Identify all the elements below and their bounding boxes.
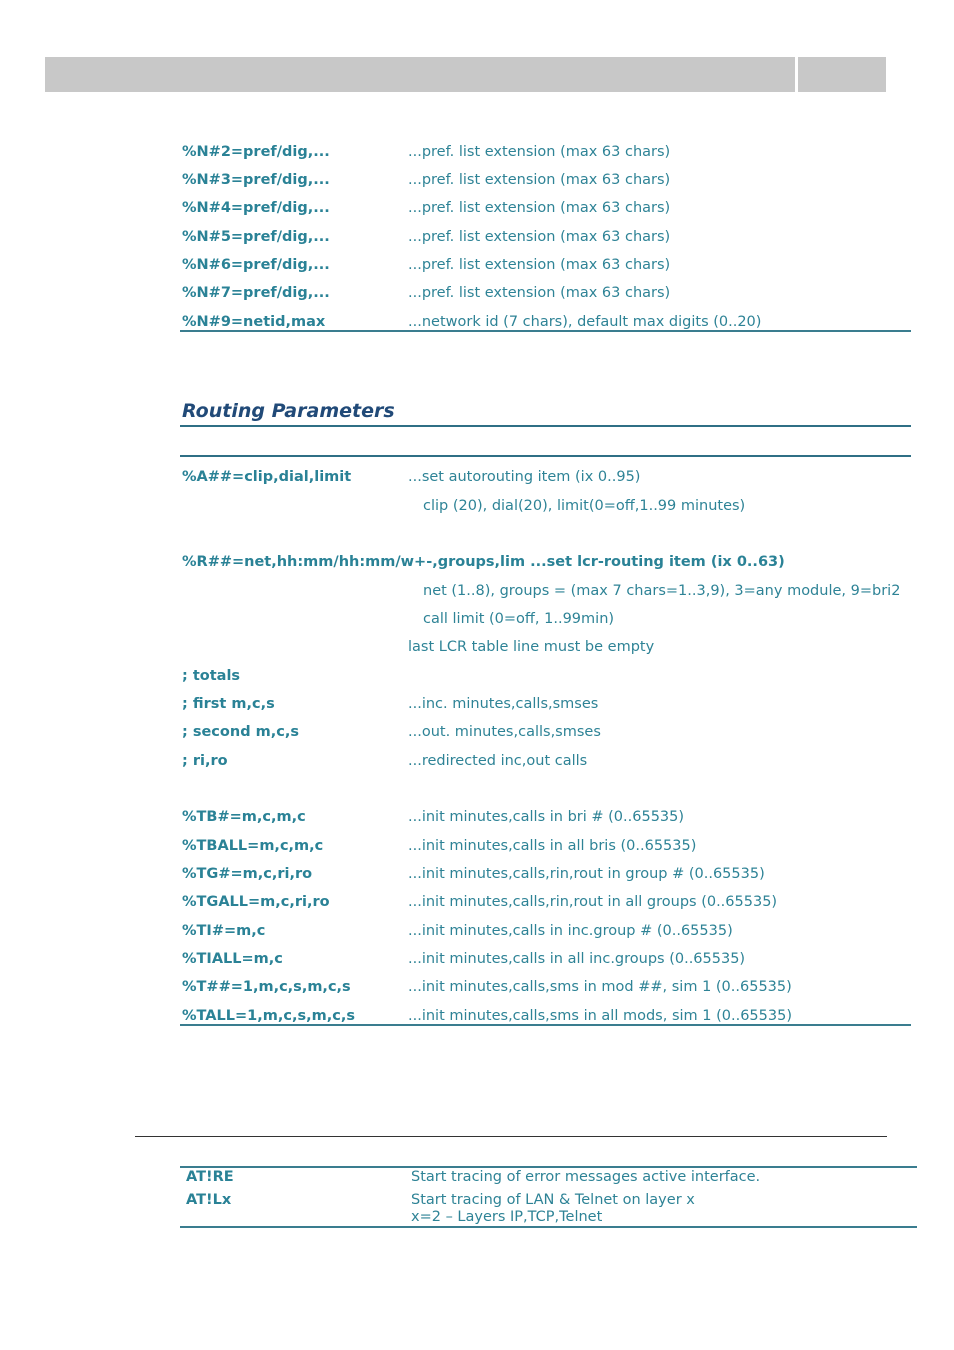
description: ...pref. list extension (max 63 chars) — [408, 285, 671, 301]
trace-table-bottom-rule — [180, 1226, 917, 1228]
command: ; second m,c,s — [182, 724, 299, 740]
command: %N#9=netid,max — [182, 314, 326, 330]
table-row — [182, 282, 910, 304]
command: %T##=1,m,c,s,m,c,s — [182, 979, 351, 995]
init-row — [182, 835, 910, 857]
description: ...init minutes,calls in inc.group # (0..65535) — [408, 923, 733, 939]
description: ...pref. list extension (max 63 chars) — [408, 172, 671, 188]
description: ...network id (7 chars), default max digits (0..20) — [408, 314, 762, 330]
description: x=2 – Layers IP,TCP,Telnet — [411, 1209, 603, 1225]
table-bottom-rule — [180, 330, 911, 332]
command: ; ri,ro — [182, 753, 228, 769]
command: %TI#=m,c — [182, 923, 266, 939]
description: ...inc. minutes,calls,smses — [408, 696, 599, 712]
command: %N#2=pref/dig,... — [182, 144, 330, 160]
init-row — [182, 948, 910, 970]
header-bar — [45, 57, 795, 92]
init-row — [182, 891, 910, 913]
totals-row — [182, 693, 910, 715]
init-row — [182, 920, 910, 942]
header-page-box — [798, 57, 886, 92]
command: %N#4=pref/dig,... — [182, 200, 330, 216]
command: %N#5=pref/dig,... — [182, 229, 330, 245]
description: ...init minutes,calls in bri # (0..65535) — [408, 809, 685, 825]
description: ...out. minutes,calls,smses — [408, 724, 601, 740]
table-row — [182, 197, 910, 219]
command: ; totals — [182, 668, 241, 684]
autorouting-row — [182, 466, 910, 488]
command: AT!RE — [186, 1169, 234, 1185]
command: %N#6=pref/dig,... — [182, 257, 330, 273]
command: %TIALL=m,c — [182, 951, 283, 967]
description: clip (20), dial(20), limit(0=off,1..99 minutes) — [423, 498, 746, 514]
lcr-detail-row — [182, 608, 910, 630]
description: ...init minutes,calls,rin,rout in group # (0..65535) — [408, 866, 765, 882]
totals-row — [182, 721, 910, 743]
description: ...set autorouting item (ix 0..95) — [408, 469, 641, 485]
description: ...init minutes,calls,rin,rout in all groups (0..65535) — [408, 894, 778, 910]
table-row — [182, 169, 910, 191]
description: ...init minutes,calls,sms in mod ##, sim 1 (0..65535) — [408, 979, 792, 995]
command: %N#3=pref/dig,... — [182, 172, 330, 188]
command: %N#7=pref/dig,... — [182, 285, 330, 301]
description: ...init minutes,calls,sms in all mods, sim 1 (0..65535) — [408, 1008, 792, 1024]
totals-row — [182, 665, 910, 687]
lcr-detail-row — [182, 580, 910, 602]
command: %TGALL=m,c,ri,ro — [182, 894, 330, 910]
description: net (1..8), groups = (max 7 chars=1..3,9), 3=any module, 9=bri2 — [423, 583, 901, 599]
command: ; first m,c,s — [182, 696, 275, 712]
command: %TG#=m,c,ri,ro — [182, 866, 313, 882]
description: Start tracing of error messages active interface. — [411, 1169, 761, 1185]
autorouting-detail-row — [182, 495, 910, 517]
description: ...pref. list extension (max 63 chars) — [408, 229, 671, 245]
table-top-rule — [180, 455, 911, 457]
command: %TBALL=m,c,m,c — [182, 838, 324, 854]
table-row — [182, 141, 910, 163]
section-divider — [135, 1136, 887, 1137]
init-row — [182, 863, 910, 885]
description: call limit (0=off, 1..99min) — [423, 611, 615, 627]
lcr-row — [182, 551, 910, 573]
section-title: Routing Parameters — [182, 400, 395, 422]
description: ...pref. list extension (max 63 chars) — [408, 144, 671, 160]
table-row — [182, 254, 910, 276]
description: Start tracing of LAN & Telnet on layer x — [411, 1192, 695, 1208]
table-bottom-rule — [180, 1024, 911, 1026]
command: AT!Lx — [186, 1192, 232, 1208]
description: ...init minutes,calls in all bris (0..65535) — [408, 838, 697, 854]
description: last LCR table line must be empty — [408, 639, 655, 655]
description: ...redirected inc,out calls — [408, 753, 588, 769]
lcr-note-row — [182, 636, 910, 658]
description: ...pref. list extension (max 63 chars) — [408, 200, 671, 216]
init-row — [182, 806, 910, 828]
command: %TB#=m,c,m,c — [182, 809, 306, 825]
description: ...init minutes,calls in all inc.groups (0..65535) — [408, 951, 746, 967]
trace-table-top-rule — [180, 1166, 917, 1168]
description: ...pref. list extension (max 63 chars) — [408, 257, 671, 273]
command: %R##=net,hh:mm/hh:mm/w+-,groups,lim ...set lcr-routing item (ix 0..63) — [182, 554, 785, 570]
init-row — [182, 976, 910, 998]
command: %A##=clip,dial,limit — [182, 469, 352, 485]
command: %TALL=1,m,c,s,m,c,s — [182, 1008, 355, 1024]
totals-row — [182, 750, 910, 772]
table-row — [182, 226, 910, 248]
section-title-underline — [180, 425, 911, 427]
